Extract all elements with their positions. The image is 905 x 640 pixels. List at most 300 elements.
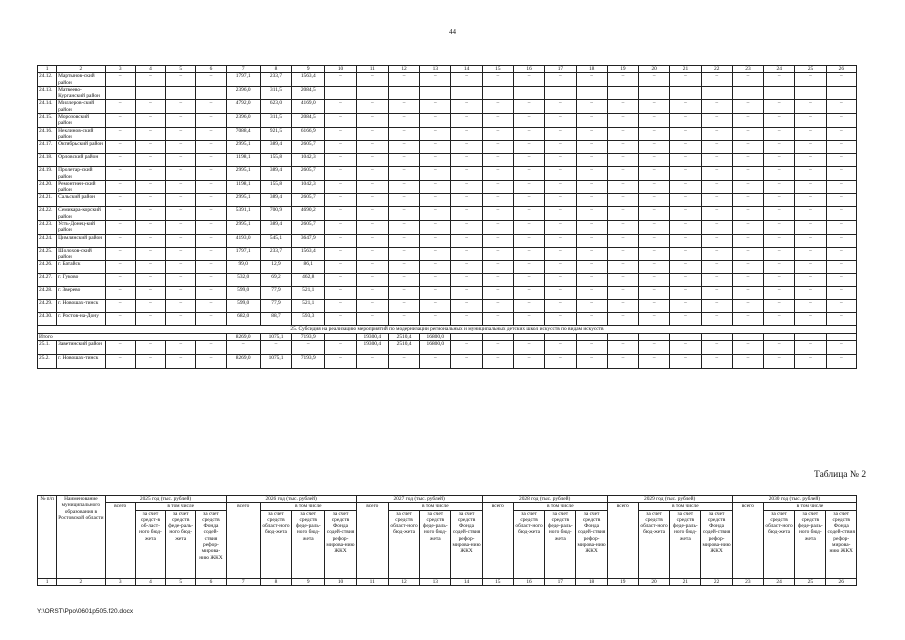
including-header: в том числе — [638, 503, 732, 510]
value-cell: – — [135, 127, 165, 141]
column-number: 14 — [451, 578, 482, 585]
value-cell — [356, 86, 388, 100]
value-cell: – — [639, 274, 670, 287]
value-cell: – — [166, 313, 196, 326]
value-cell: – — [451, 154, 482, 167]
value-cell: – — [135, 261, 165, 274]
value-cell: – — [420, 247, 451, 261]
column-number: 4 — [135, 66, 165, 73]
value-cell: – — [135, 194, 165, 207]
table-row — [38, 300, 857, 313]
row-number: 24.30. — [38, 313, 57, 326]
value-cell: – — [701, 194, 732, 207]
value-cell: – — [545, 261, 576, 274]
including-header: в том числе — [388, 503, 482, 510]
value-cell: – — [513, 180, 544, 194]
column-number-row — [38, 578, 857, 585]
value-cell: 2396,0 — [226, 86, 260, 100]
value-cell: – — [166, 73, 196, 87]
value-cell: – — [388, 207, 419, 221]
value-cell — [639, 86, 670, 100]
value-cell: – — [670, 180, 701, 194]
value-cell: – — [356, 221, 388, 235]
column-number-row — [38, 66, 857, 73]
value-cell: – — [356, 100, 388, 114]
value-cell: – — [607, 354, 638, 368]
table-row — [38, 86, 857, 100]
value-cell: – — [576, 247, 607, 261]
value-cell: – — [420, 300, 451, 313]
subsidy-table — [37, 65, 857, 369]
value-cell: – — [292, 340, 325, 354]
value-cell: – — [670, 154, 701, 167]
value-cell: – — [325, 313, 356, 326]
column-number: 25 — [795, 578, 826, 585]
value-cell — [482, 333, 513, 340]
value-cell: – — [764, 141, 795, 154]
value-cell: 1198,1 — [226, 154, 260, 167]
federal-budget-header: за счет средств феде-раль-ного бюд-жета — [166, 510, 196, 578]
value-cell: – — [105, 313, 135, 326]
value-cell: 599,0 — [226, 287, 260, 300]
value-cell: 545,1 — [260, 234, 291, 247]
value-cell: – — [764, 194, 795, 207]
value-cell: – — [732, 167, 763, 181]
value-cell: – — [795, 287, 826, 300]
column-number: 12 — [388, 66, 419, 73]
value-cell: – — [764, 261, 795, 274]
value-cell: 16800,0 — [420, 333, 451, 340]
fund-header: за счет средств Фонда содей-ствия рефор-мирова-нию ЖКХ — [325, 510, 356, 578]
column-number: 2 — [57, 66, 105, 73]
value-cell: – — [576, 340, 607, 354]
value-cell: 8269,0 — [226, 333, 260, 340]
municipality-name: Ремонтнен-ский район — [57, 180, 105, 194]
value-cell: – — [451, 354, 482, 368]
value-cell: – — [795, 274, 826, 287]
value-cell: – — [826, 234, 856, 247]
value-cell: – — [701, 354, 732, 368]
value-cell: 2605,7 — [292, 167, 325, 181]
value-cell: – — [196, 340, 226, 354]
value-cell: – — [764, 300, 795, 313]
value-cell: – — [451, 100, 482, 114]
value-cell: – — [826, 127, 856, 141]
column-number: 13 — [420, 66, 451, 73]
value-cell: – — [196, 354, 226, 368]
value-cell: – — [732, 100, 763, 114]
value-cell: – — [513, 287, 544, 300]
total-header: всего — [482, 503, 513, 578]
federal-budget-header: за счет средств феде-раль-ного бюд-жета — [420, 510, 451, 578]
regional-budget-header: за счет средств област-ного бюд-жета — [388, 510, 419, 578]
value-cell: – — [826, 73, 856, 87]
value-cell: – — [482, 180, 513, 194]
value-cell: 2084,5 — [292, 114, 325, 128]
value-cell: – — [451, 221, 482, 235]
value-cell: – — [105, 100, 135, 114]
value-cell: – — [826, 154, 856, 167]
value-cell: – — [826, 194, 856, 207]
value-cell: – — [451, 340, 482, 354]
value-cell: – — [388, 247, 419, 261]
value-cell: – — [196, 221, 226, 235]
value-cell: 593,3 — [292, 313, 325, 326]
value-cell: – — [607, 180, 638, 194]
value-cell: – — [545, 300, 576, 313]
value-cell: – — [576, 167, 607, 181]
value-cell: – — [451, 247, 482, 261]
value-cell: – — [795, 141, 826, 154]
value-cell: 4792,0 — [226, 100, 260, 114]
value-cell: – — [196, 300, 226, 313]
value-cell: – — [166, 114, 196, 128]
value-cell: – — [795, 340, 826, 354]
value-cell: – — [105, 300, 135, 313]
value-cell: – — [388, 141, 419, 154]
value-cell — [701, 86, 732, 100]
column-number: 23 — [732, 66, 763, 73]
value-cell: – — [388, 180, 419, 194]
value-cell: 700,9 — [260, 207, 291, 221]
value-cell: – — [105, 180, 135, 194]
regional-budget-header: за счет средств област-ного бюд-жета — [260, 510, 291, 578]
value-cell: – — [420, 114, 451, 128]
value-cell: – — [105, 141, 135, 154]
value-cell: 1075,1 — [260, 333, 291, 340]
value-cell: – — [135, 354, 165, 368]
value-cell: – — [607, 100, 638, 114]
regional-budget-header: за счет средст-в об-ласт-ного бюд-жета — [135, 510, 165, 578]
value-cell — [795, 86, 826, 100]
value-cell: – — [701, 100, 732, 114]
value-cell: – — [826, 167, 856, 181]
value-cell: – — [166, 287, 196, 300]
value-cell — [826, 333, 856, 340]
value-cell: – — [166, 234, 196, 247]
value-cell: – — [576, 180, 607, 194]
value-cell: – — [420, 73, 451, 87]
value-cell: 4169,0 — [292, 100, 325, 114]
value-cell: – — [701, 261, 732, 274]
municipality-name: Неклинов-ский район — [57, 127, 105, 141]
value-cell: – — [482, 127, 513, 141]
value-cell: – — [451, 114, 482, 128]
value-cell: – — [482, 354, 513, 368]
value-cell: – — [764, 313, 795, 326]
total-header: всего — [226, 503, 260, 578]
value-cell — [576, 333, 607, 340]
value-cell: – — [576, 234, 607, 247]
value-cell: – — [732, 287, 763, 300]
value-cell: – — [388, 73, 419, 87]
total-label: Итого — [38, 333, 227, 340]
year-header: 2030 год (тыс. рублей) — [732, 496, 856, 503]
value-cell: – — [196, 167, 226, 181]
value-cell: – — [105, 340, 135, 354]
value-cell: – — [513, 100, 544, 114]
value-cell: – — [545, 114, 576, 128]
value-cell: – — [607, 313, 638, 326]
value-cell: – — [482, 207, 513, 221]
value-cell: – — [826, 340, 856, 354]
table-row — [38, 221, 857, 235]
value-cell: – — [701, 73, 732, 87]
including-header: в том числе — [260, 503, 356, 510]
value-cell: – — [388, 194, 419, 207]
value-cell — [670, 86, 701, 100]
value-cell: – — [105, 247, 135, 261]
value-cell: – — [135, 154, 165, 167]
value-cell: – — [325, 234, 356, 247]
value-cell: 5391,1 — [226, 207, 260, 221]
value-cell: 389,4 — [260, 167, 291, 181]
table-row — [38, 354, 857, 368]
value-cell: – — [105, 221, 135, 235]
value-cell: – — [482, 247, 513, 261]
value-cell: – — [795, 167, 826, 181]
value-cell: – — [196, 127, 226, 141]
column-number: 3 — [105, 578, 135, 585]
municipality-name: Октябрьский район — [57, 141, 105, 154]
value-cell: – — [482, 287, 513, 300]
value-cell: – — [325, 141, 356, 154]
column-number: 8 — [260, 578, 291, 585]
value-cell: 6166,9 — [292, 127, 325, 141]
value-cell — [388, 86, 419, 100]
value-cell: – — [764, 287, 795, 300]
row-number: 24.21. — [38, 194, 57, 207]
value-cell: – — [196, 207, 226, 221]
value-cell: – — [135, 141, 165, 154]
value-cell: – — [701, 221, 732, 235]
value-cell: – — [482, 313, 513, 326]
value-cell: 2510,4 — [388, 333, 419, 340]
value-cell: 599,0 — [226, 300, 260, 313]
value-cell: – — [196, 100, 226, 114]
value-cell: – — [196, 114, 226, 128]
value-cell: – — [795, 300, 826, 313]
value-cell: 1797,1 — [226, 247, 260, 261]
year-header: 2027 год (тыс. рублей) — [356, 496, 482, 503]
value-cell: – — [607, 73, 638, 87]
column-number: 17 — [545, 578, 576, 585]
value-cell: 2510,4 — [388, 340, 419, 354]
value-cell: – — [670, 194, 701, 207]
value-cell: 1563,4 — [292, 247, 325, 261]
value-cell: – — [166, 261, 196, 274]
municipality-name: г. Ростов-на-Дону — [57, 313, 105, 326]
value-cell: – — [356, 274, 388, 287]
value-cell: 88,7 — [260, 313, 291, 326]
column-number: 15 — [482, 578, 513, 585]
value-cell: – — [482, 340, 513, 354]
value-cell: – — [513, 354, 544, 368]
value-cell: – — [196, 180, 226, 194]
value-cell: – — [701, 287, 732, 300]
value-cell: – — [196, 287, 226, 300]
table-row — [38, 114, 857, 128]
value-cell: – — [482, 274, 513, 287]
value-cell — [513, 86, 544, 100]
value-cell: – — [576, 100, 607, 114]
value-cell: 521,1 — [292, 287, 325, 300]
column-number: 14 — [451, 66, 482, 73]
value-cell: – — [196, 261, 226, 274]
value-cell: – — [732, 274, 763, 287]
row-number: 24.16. — [38, 127, 57, 141]
value-cell: – — [576, 154, 607, 167]
value-cell: – — [325, 154, 356, 167]
value-cell: – — [226, 340, 260, 354]
value-cell: 233,7 — [260, 247, 291, 261]
value-cell: – — [670, 207, 701, 221]
value-cell — [670, 333, 701, 340]
value-cell: – — [639, 154, 670, 167]
value-cell: – — [105, 154, 135, 167]
value-cell: – — [135, 287, 165, 300]
value-cell: – — [670, 73, 701, 87]
value-cell: – — [482, 221, 513, 235]
column-number: 5 — [166, 578, 196, 585]
value-cell: – — [670, 127, 701, 141]
value-cell: – — [764, 234, 795, 247]
value-cell: – — [607, 194, 638, 207]
including-header: в том числе — [763, 503, 856, 510]
value-cell: 1797,1 — [226, 73, 260, 87]
value-cell: 1042,3 — [292, 180, 325, 194]
value-cell: – — [196, 234, 226, 247]
federal-budget-header: за счет средств феде-раль-ного бюд-жета — [292, 510, 325, 578]
table-row — [38, 127, 857, 141]
value-cell: 233,7 — [260, 73, 291, 87]
value-cell: – — [451, 274, 482, 287]
municipality-name: Сальский район — [57, 194, 105, 207]
value-cell: – — [420, 180, 451, 194]
value-cell: – — [764, 73, 795, 87]
value-cell: – — [545, 73, 576, 87]
column-number: 21 — [670, 578, 701, 585]
year-header: 2029 год (тыс. рублей) — [607, 496, 732, 503]
value-cell: – — [607, 261, 638, 274]
header-table-2 — [37, 495, 857, 586]
value-cell: – — [356, 127, 388, 141]
column-number: 7 — [226, 578, 260, 585]
column-number: 22 — [701, 66, 732, 73]
value-cell: – — [513, 167, 544, 181]
value-cell: – — [513, 141, 544, 154]
value-cell: – — [135, 207, 165, 221]
column-number: 25 — [795, 66, 826, 73]
value-cell: – — [513, 247, 544, 261]
value-cell — [482, 86, 513, 100]
value-cell: – — [135, 313, 165, 326]
value-cell: – — [135, 274, 165, 287]
value-cell: – — [135, 234, 165, 247]
value-cell: – — [795, 247, 826, 261]
value-cell: – — [420, 313, 451, 326]
table-row — [38, 313, 857, 326]
value-cell: – — [795, 100, 826, 114]
value-cell: – — [451, 234, 482, 247]
value-cell: – — [356, 154, 388, 167]
table-row — [38, 340, 857, 354]
value-cell: – — [196, 154, 226, 167]
row-number: 24.29. — [38, 300, 57, 313]
value-cell: – — [545, 154, 576, 167]
row-number: 24.17. — [38, 141, 57, 154]
including-header: в том числе — [135, 503, 226, 510]
section-title-row — [38, 326, 857, 333]
value-cell: – — [166, 180, 196, 194]
fund-header: за счет средств Фонда содей-ствия рефор-мирова-нию ЖКХ — [196, 510, 226, 578]
value-cell: – — [356, 180, 388, 194]
value-cell — [451, 333, 482, 340]
municipality-name: г. Новошах-тинск — [57, 354, 105, 368]
row-number: 24.28. — [38, 287, 57, 300]
value-cell: – — [388, 313, 419, 326]
value-cell: – — [482, 167, 513, 181]
value-cell: – — [764, 114, 795, 128]
value-cell: – — [607, 300, 638, 313]
value-cell: – — [795, 114, 826, 128]
value-cell: – — [325, 180, 356, 194]
value-cell: – — [764, 340, 795, 354]
value-cell: – — [482, 100, 513, 114]
value-cell: – — [325, 221, 356, 235]
municipality-name: г. Гуково — [57, 274, 105, 287]
value-cell: – — [576, 261, 607, 274]
value-cell: – — [826, 354, 856, 368]
value-cell: – — [196, 141, 226, 154]
column-number: 1 — [38, 66, 57, 73]
value-cell: – — [513, 127, 544, 141]
value-cell: – — [166, 127, 196, 141]
value-cell: – — [420, 261, 451, 274]
value-cell: 2995,1 — [226, 167, 260, 181]
value-cell: – — [388, 167, 419, 181]
value-cell — [639, 333, 670, 340]
value-cell: – — [639, 114, 670, 128]
value-cell: – — [513, 340, 544, 354]
value-cell: – — [795, 261, 826, 274]
value-cell: – — [135, 221, 165, 235]
value-cell: – — [420, 354, 451, 368]
value-cell: – — [670, 274, 701, 287]
value-cell: 2995,1 — [226, 194, 260, 207]
value-cell: – — [639, 180, 670, 194]
value-cell: – — [166, 154, 196, 167]
value-cell: – — [420, 194, 451, 207]
value-cell: – — [196, 247, 226, 261]
value-cell: – — [545, 180, 576, 194]
value-cell: – — [356, 141, 388, 154]
value-cell: – — [135, 73, 165, 87]
row-number: 24.23. — [38, 221, 57, 235]
value-cell: 77,9 — [260, 300, 291, 313]
value-cell: – — [670, 340, 701, 354]
value-cell: – — [607, 340, 638, 354]
value-cell: – — [732, 73, 763, 87]
row-number: 24.22. — [38, 207, 57, 221]
value-cell: – — [607, 207, 638, 221]
value-cell: – — [513, 154, 544, 167]
column-number: 20 — [638, 578, 669, 585]
value-cell: – — [639, 354, 670, 368]
value-cell: – — [670, 313, 701, 326]
value-cell: – — [388, 261, 419, 274]
value-cell: – — [260, 340, 291, 354]
